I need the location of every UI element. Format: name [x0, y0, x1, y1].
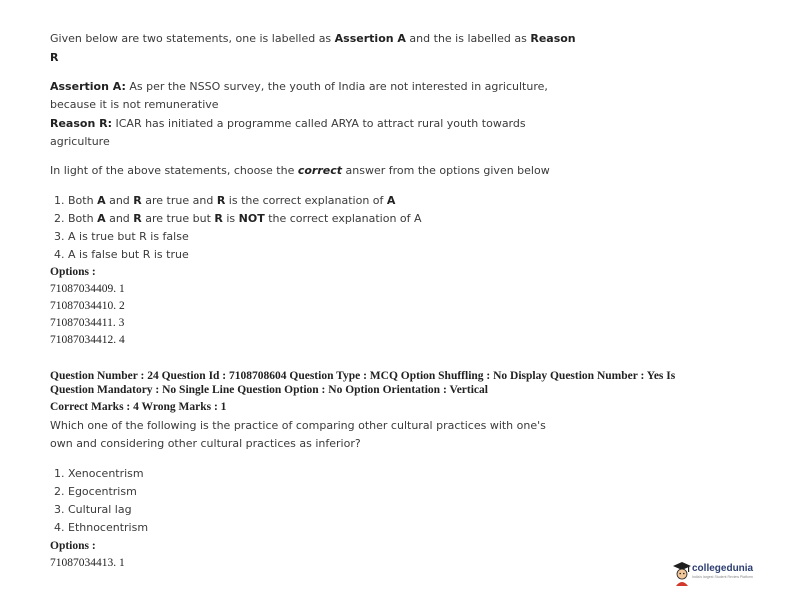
q24-option-id-1: 71087034413. 1 — [50, 557, 125, 569]
instruction: In light of the above statements, choose the correct answer from the options given below — [50, 164, 550, 177]
q24-question-cont: own and considering other cultural practices as inferior? — [50, 437, 361, 450]
q24-choice-3: 3. Cultural lag — [54, 503, 132, 516]
logo-name: collegedunia — [692, 563, 754, 574]
q23-option-id-2: 71087034410. 2 — [50, 300, 125, 312]
q24-options-label: Options : — [50, 540, 96, 552]
collegedunia-logo — [672, 560, 762, 586]
q23-option-1: 1. Both A and R are true and R is the correct explanation of A — [54, 194, 396, 207]
q23-option-2: 2. Both A and R are true but R is NOT the correct explanation of A — [54, 212, 422, 225]
q23-option-3: 3. A is true but R is false — [54, 230, 189, 243]
graduate-icon — [672, 560, 692, 586]
q23-option-4: 4. A is false but R is true — [54, 248, 189, 261]
assertion-line-cont: because it is not remunerative — [50, 98, 219, 111]
assertion-line: Assertion A: As per the NSSO survey, the youth of India are not interested in agriculture, — [50, 80, 548, 93]
q24-marks: Correct Marks : 4 Wrong Marks : 1 — [50, 401, 227, 413]
q23-options-label: Options : — [50, 266, 96, 278]
q24-meta-line-1: Question Number : 24 Question Id : 7108708604 Question Type : MCQ Option Shuffling : No Display Question Number : Yes Is — [50, 370, 676, 382]
reason-line: Reason R: ICAR has initiated a programme called ARYA to attract rural youth towards — [50, 117, 526, 130]
q24-choice-2: 2. Egocentrism — [54, 485, 137, 498]
q23-intro-cont: R — [50, 51, 59, 64]
q23-option-id-4: 71087034412. 4 — [50, 334, 125, 346]
reason-line-cont: agriculture — [50, 135, 110, 148]
q23-option-id-1: 71087034409. 1 — [50, 283, 125, 295]
q24-choice-4: 4. Ethnocentrism — [54, 521, 149, 534]
q24-meta-line-2: Question Mandatory : No Single Line Question Option : No Option Orientation : Vertical — [50, 384, 488, 396]
q23-intro: Given below are two statements, one is labelled as Assertion A and the is labelled as Reason — [50, 32, 576, 45]
q23-option-id-3: 71087034411. 3 — [50, 317, 125, 329]
q24-question: Which one of the following is the practice of comparing other cultural practices with one's — [50, 419, 546, 432]
logo-tagline: India's largest Student Review Platform — [692, 575, 753, 579]
q24-choice-1: 1. Xenocentrism — [54, 467, 144, 480]
